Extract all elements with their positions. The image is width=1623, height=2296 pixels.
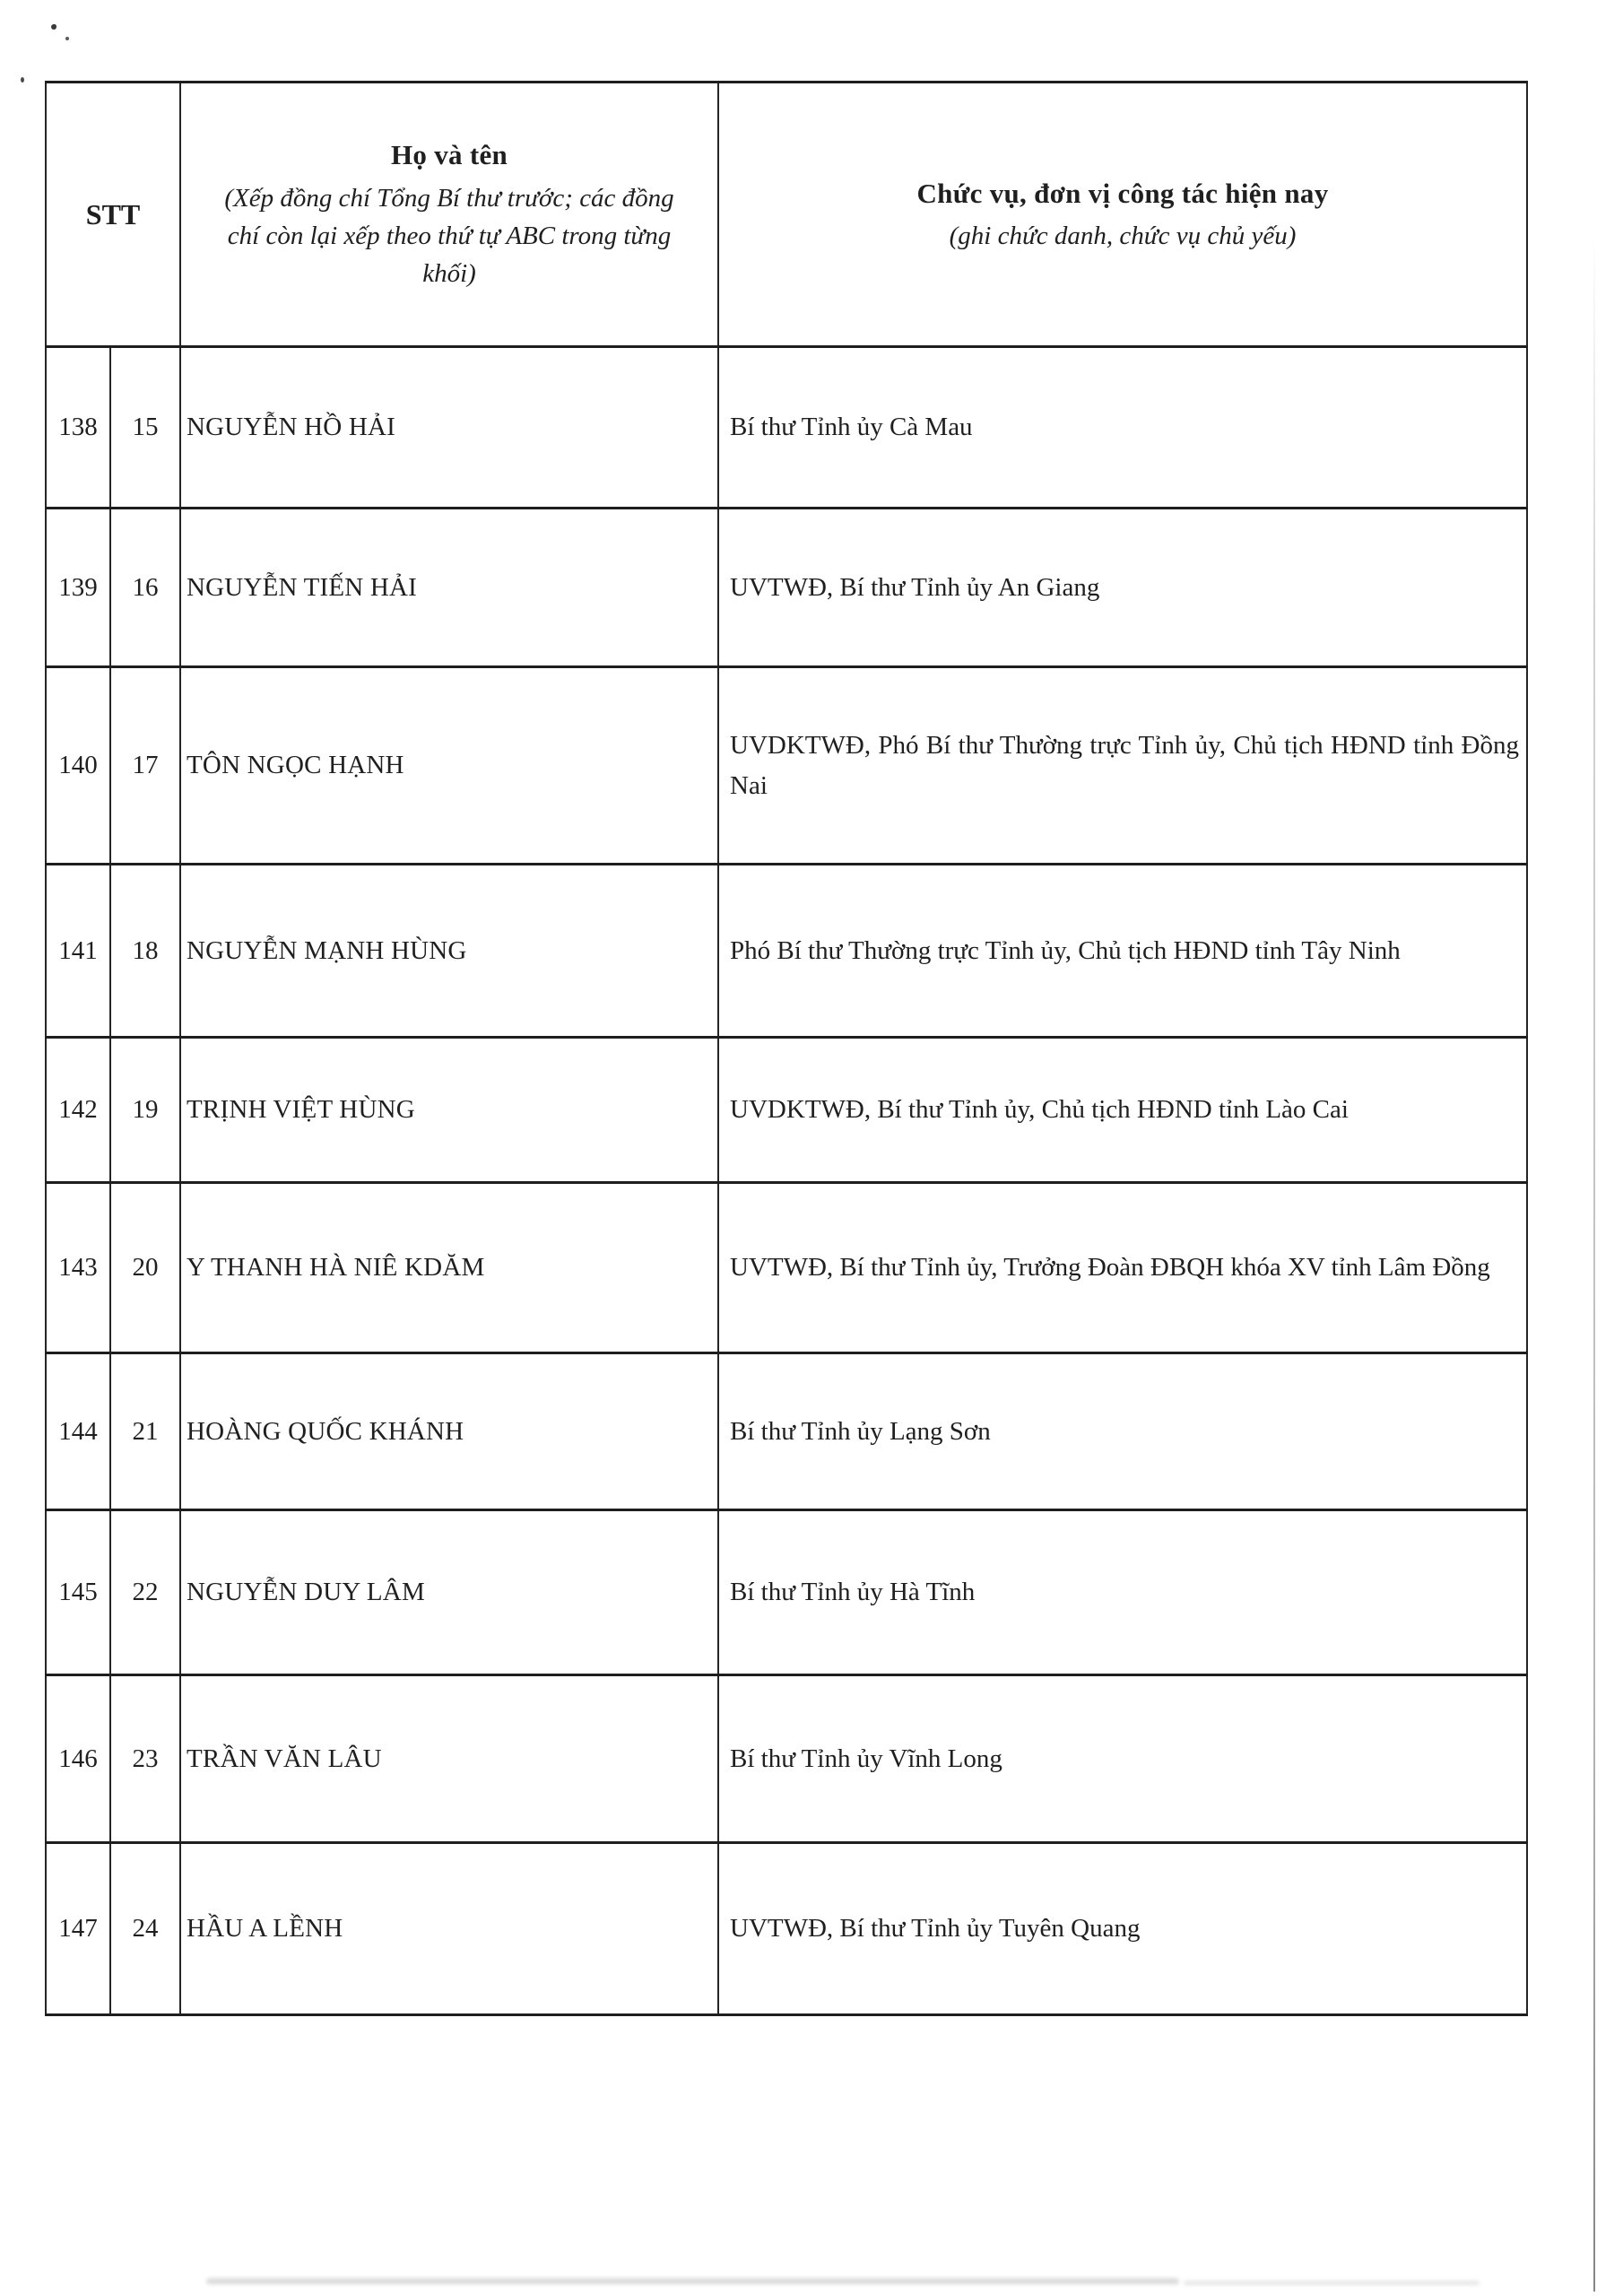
scan-speck-dot (65, 37, 69, 40)
row-position-cell: Phó Bí thư Thường trực Tỉnh ủy, Chủ tịch HĐND tỉnh Tây Ninh (718, 865, 1527, 1038)
table-row (46, 509, 1527, 667)
row-number-cell: 139 (46, 509, 110, 667)
row-position-cell: UVTWĐ, Bí thư Tỉnh ủy An Giang (718, 509, 1527, 667)
name-column-note: (Xếp đồng chí Tổng Bí thư trước; các đồng chí còn lại xếp theo thứ tự ABC trong từng khối) (224, 184, 674, 289)
row-name-cell: HOÀNG QUỐC KHÁNH (180, 1353, 718, 1510)
row-name-cell: TRẦN VĂN LÂU (180, 1675, 718, 1843)
table-row (46, 347, 1527, 509)
row-position-cell: Bí thư Tỉnh ủy Lạng Sơn (718, 1353, 1527, 1510)
row-position-cell: Bí thư Tỉnh ủy Cà Mau (718, 347, 1527, 509)
row-subnumber-cell: 17 (110, 667, 180, 865)
row-subnumber-cell: 15 (110, 347, 180, 509)
row-name-cell: Y THANH HÀ NIÊ KDĂM (180, 1183, 718, 1353)
row-number-cell: 140 (46, 667, 110, 865)
row-position-cell: UVDKTWĐ, Bí thư Tỉnh ủy, Chủ tịch HĐND tỉnh Lào Cai (718, 1038, 1527, 1183)
row-subnumber-cell: 22 (110, 1510, 180, 1675)
table-row (46, 1675, 1527, 1843)
position-column-title: Chức vụ, đơn vị công tác hiện nay (916, 177, 1329, 209)
row-number-cell: 138 (46, 347, 110, 509)
column-header-name (180, 83, 718, 347)
scan-speck-dot (21, 77, 24, 83)
row-name-cell: HẦU A LỀNH (180, 1843, 718, 2015)
row-position-cell: Bí thư Tỉnh ủy Hà Tĩnh (718, 1510, 1527, 1675)
row-name-cell: NGUYỄN HỒ HẢI (180, 347, 718, 509)
row-position-cell: UVDKTWĐ, Phó Bí thư Thường trực Tỉnh ủy, Chủ tịch HĐND tỉnh Đồng Nai (718, 667, 1527, 865)
scan-bottom-smudge (1184, 2281, 1480, 2285)
row-number-cell: 147 (46, 1843, 110, 2015)
row-subnumber-cell: 21 (110, 1353, 180, 1510)
position-column-note: (ghi chức danh, chức vụ chủ yếu) (949, 222, 1297, 251)
table-row (46, 1183, 1527, 1353)
row-number-cell: 145 (46, 1510, 110, 1675)
table-body (46, 347, 1527, 2015)
scan-speck-dot (51, 24, 56, 30)
table-row (46, 667, 1527, 865)
row-position-cell: Bí thư Tỉnh ủy Vĩnh Long (718, 1675, 1527, 1843)
row-subnumber-cell: 19 (110, 1038, 180, 1183)
row-number-cell: 144 (46, 1353, 110, 1510)
table-row (46, 1353, 1527, 1510)
row-position-cell: UVTWĐ, Bí thư Tỉnh ủy, Trưởng Đoàn ĐBQH khóa XV tỉnh Lâm Đồng (718, 1183, 1527, 1353)
table-row (46, 1038, 1527, 1183)
row-number-cell: 146 (46, 1675, 110, 1843)
row-number-cell: 143 (46, 1183, 110, 1353)
row-subnumber-cell: 18 (110, 865, 180, 1038)
scan-edge-line (1593, 233, 1595, 2292)
column-header-position (718, 83, 1527, 347)
row-subnumber-cell: 20 (110, 1183, 180, 1353)
row-number-cell: 141 (46, 865, 110, 1038)
row-name-cell: NGUYỄN DUY LÂM (180, 1510, 718, 1675)
table-row (46, 1843, 1527, 2015)
row-position-cell: UVTWĐ, Bí thư Tỉnh ủy Tuyên Quang (718, 1843, 1527, 2015)
header-row (46, 83, 1527, 347)
row-name-cell: TRỊNH VIỆT HÙNG (180, 1038, 718, 1183)
row-name-cell: TÔN NGỌC HẠNH (180, 667, 718, 865)
officials-roster-table (45, 81, 1528, 2016)
row-name-cell: NGUYỄN MẠNH HÙNG (180, 865, 718, 1038)
table-row (46, 865, 1527, 1038)
table-row (46, 1510, 1527, 1675)
row-subnumber-cell: 24 (110, 1843, 180, 2015)
row-subnumber-cell: 16 (110, 509, 180, 667)
row-subnumber-cell: 23 (110, 1675, 180, 1843)
row-number-cell: 142 (46, 1038, 110, 1183)
row-name-cell: NGUYỄN TIẾN HẢI (180, 509, 718, 667)
scan-bottom-smudge (206, 2278, 1179, 2284)
name-column-title: Họ và tên (390, 139, 508, 171)
table-header (46, 83, 1527, 347)
column-header-stt: STT (46, 83, 180, 347)
